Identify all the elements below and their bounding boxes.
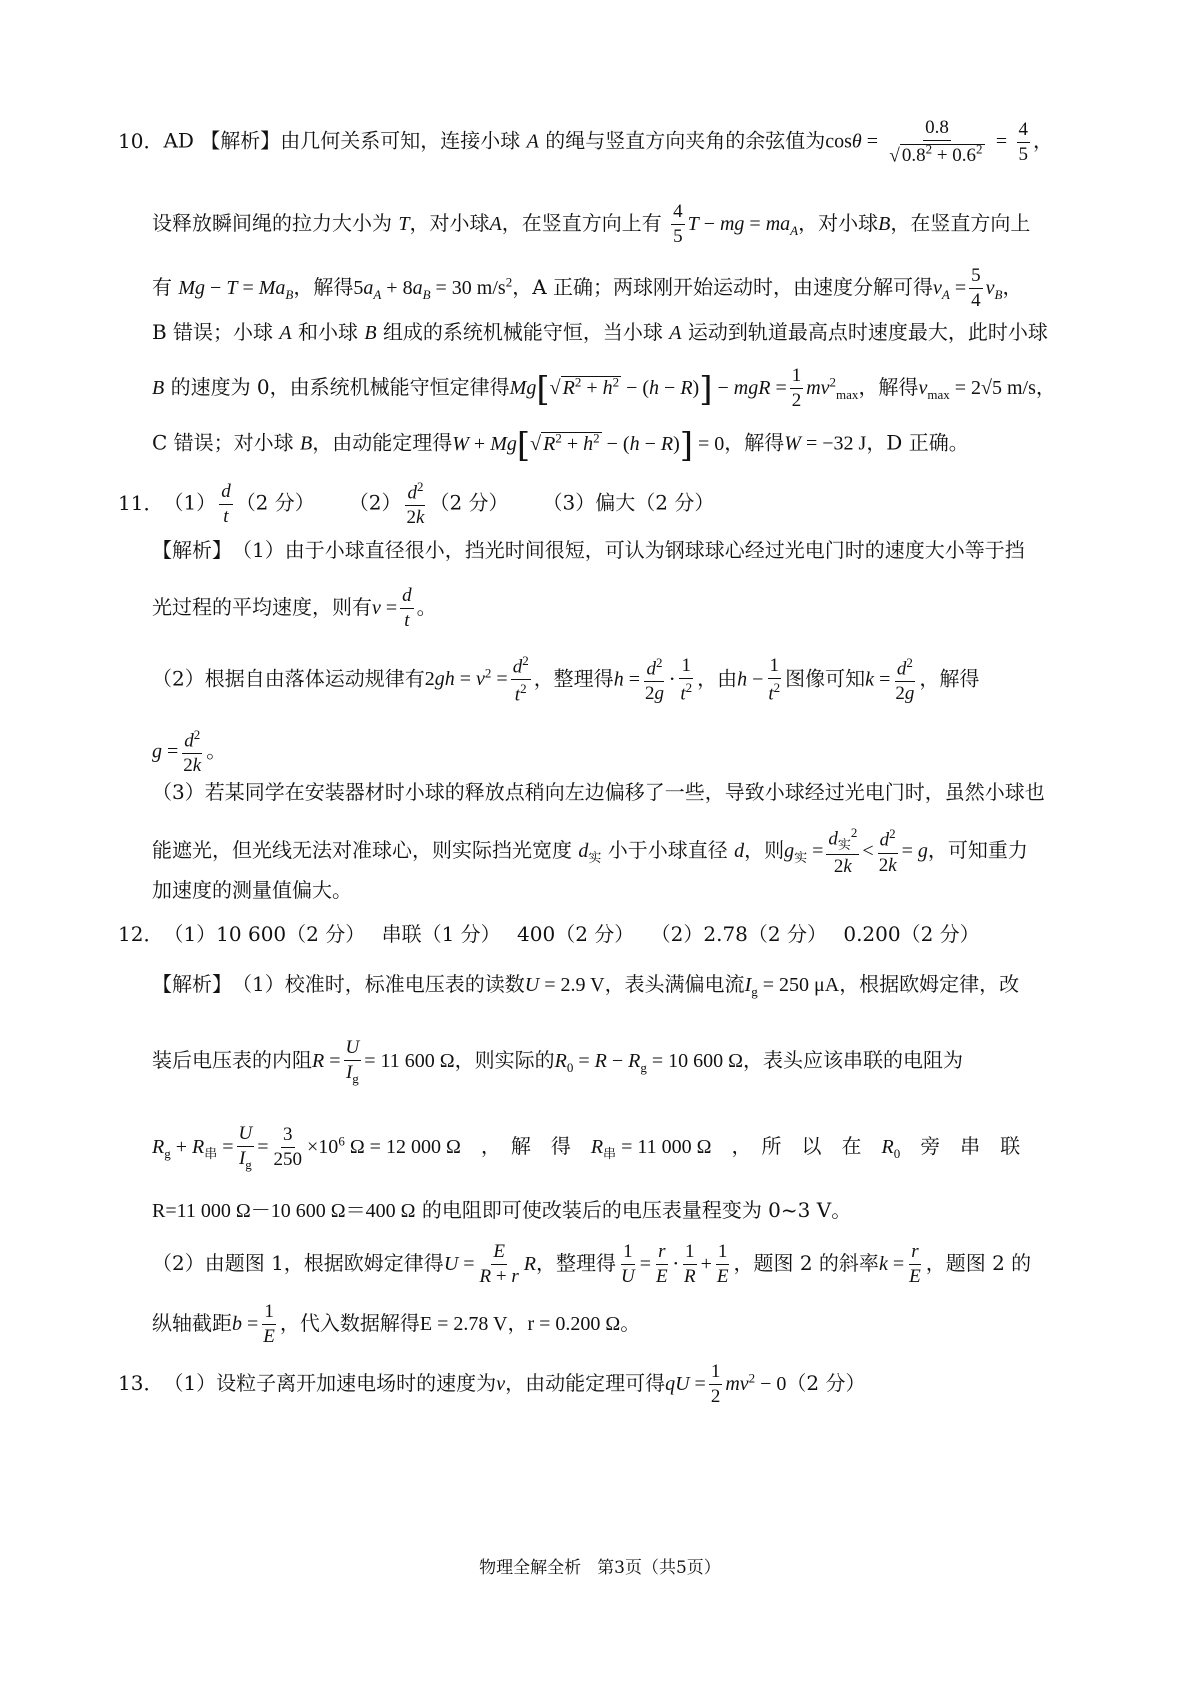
q10-answer: AD <box>163 128 194 153</box>
q12-line-4: $R_g + R_串$ = $\frac{U}{I_g}$ = $\frac{3}{250}$ $\times 10^6$ Ω = 12 000 Ω ， 解 得 $R_串 = 11$ 000 Ω ， 所 以 在 $R_0$ 旁 串 联 <box>152 1123 1021 1172</box>
q12-line-7: 纵轴截距b = $\frac{1}{E}$ ，代入数据解得E = 2.78 V，r = 0.200 Ω。 <box>152 1301 641 1347</box>
q13-number: 13． <box>118 1370 164 1395</box>
q11-line-7: 能遮光，但光线无法对准球心，则实际挡光宽度 $d_实$ 小于小球直径 d，则$g_实$ = $\frac{d_实^2}{2k}$ < $\frac{d^2}{2k}$ = g，可知重力 <box>152 825 1028 877</box>
footer-page-number: 第3页（共5页） <box>597 1558 721 1578</box>
q11-line-5: g = $\frac{d^2}{2k}$ 。 <box>152 727 227 777</box>
q12-analysis-tag: 【解析】 <box>152 972 222 996</box>
q10-line-2: 设释放瞬间绳的拉力大小为 T，对小球A，在竖直方向上有 $\frac{4}{5}$ T − mg = $ma_A$，对小球B，在竖直方向上 <box>152 201 1031 247</box>
q12-line-3: 装后电压表的内阻R = $\frac{U}{I_g}$ = 11 600 Ω，则实际的$R_0 = R - R_g = 10$ 600 Ω，表头应该串联的电阻为 <box>152 1037 964 1086</box>
q12-line-5: R=11 000 Ω－10 600 Ω＝400 Ω 的电阻即可使改装后的电压表量程变为 0~3 V。 <box>152 1198 852 1222</box>
q11-line-3: 光过程的平均速度，则有v = $\frac{d}{t}$ 。 <box>152 585 437 631</box>
q12-line-6: （2）由题图 1，根据欧姆定律得U = $\frac{E}{R + r}$ R，整理得 $\frac{1}{U}$ = $\frac{r}{E}$ · $\frac{1}{R}$ + $\frac{1}{E}$ ，题图 2 的斜率k = $\frac{r}{E}$ ，题图 2 的 <box>152 1241 1032 1287</box>
q10-number: 10． <box>118 128 164 153</box>
q11-number: 11． <box>118 490 164 515</box>
q13-line-1: 13．（1）设粒子离开加速电场时的速度为v，由动能定理可得qU = $\frac{1}{2}$ $mv^2 - 0(2$ 分） <box>118 1361 866 1407</box>
q10-line-3: 有 $Mg - T = Ma_B$，解得$5a_A + 8a_B = 30$ $m/s^2$，A 正确；两球刚开始运动时，由速度分解可得$v_A$ = $\frac{5}{4}$ $v_B$， <box>152 265 1023 311</box>
q12-number: 12． <box>118 922 164 946</box>
page-footer <box>0 1556 1200 1580</box>
q10-line-5: B 的速度为 0，由系统机械能守恒定律得Mg[√ $R^2 + h^2 - (h - R)$] − mgR = $\frac{1}{2}$ $mv^2_{max}$，解得$v_{max} = 2√5$ m/s， <box>152 365 1056 411</box>
q10-line-6: C 错误；对小球 B，由动能定理得W + Mg[√ $R^2 + h^2 - (h - R)] = 0$，解得W = −32 J，D 正确。 <box>152 425 969 466</box>
q12-answers: （1）10 600（2 分） 串联（1 分） 400（2 分） （2）2.78（2 分） 0.200（2 分） <box>163 922 980 946</box>
q11-line-4: （2）根据自由落体运动规律有$2gh = v^2$ = $\frac{d^2}{t^2}$ ，整理得h = $\frac{d^2}{2g}$ · $\frac{1}{t^2}$ ，由h − $\frac{1}{t^2}$ 图像可知k = $\frac{d^2}{2g}$ ，解得 <box>152 653 980 706</box>
footer-subject: 物理全解全析 <box>479 1558 582 1578</box>
q11-line-8: 加速度的测量值偏大。 <box>152 878 352 902</box>
q12-line-2: 【解析】 （1）校准时，标准电压表的读数U = 2.9 V，表头满偏电流$I_g = 250$ μA，根据欧姆定律，改 <box>152 972 1020 999</box>
q11-line-2: 【解析】 （1）由于小球直径很小，挡光时间很短，可认为钢球球心经过光电门时的速度大小等于挡 <box>152 538 1025 562</box>
q10-line-1: 10．AD 【解析】由几何关系可知，连接小球 A 的绳与竖直方向夹角的余弦值为cosθ = $\frac{0.8}{√ 0.8^2 + 0.6^2}$ = $\frac{4}{5}$ ， <box>118 117 1054 167</box>
formula-cos-fraction: $\frac{0.8}{√ 0.8^2 + 0.6^2}$ <box>889 117 983 167</box>
q11-line-1: 11．（1） $\frac{d}{t}$ （2 分） （2） $\frac{d^2}{2k}$ （2 分） （3）偏大（2 分） <box>118 479 715 529</box>
q10-analysis-tag: 【解析】 <box>200 128 281 153</box>
q11-analysis-tag: 【解析】 <box>152 538 222 562</box>
q12-line-1 <box>118 918 1063 950</box>
q10-line-4: B 错误；小球 A 和小球 B 组成的系统机械能守恒，当小球 A 运动到轨道最高点时速度最大，此时小球 <box>152 320 1048 344</box>
q11-line-6: （3）若某同学在安装器材时小球的释放点稍向左边偏移了一些，导致小球经过光电门时，虽然小球也 <box>152 780 1045 804</box>
